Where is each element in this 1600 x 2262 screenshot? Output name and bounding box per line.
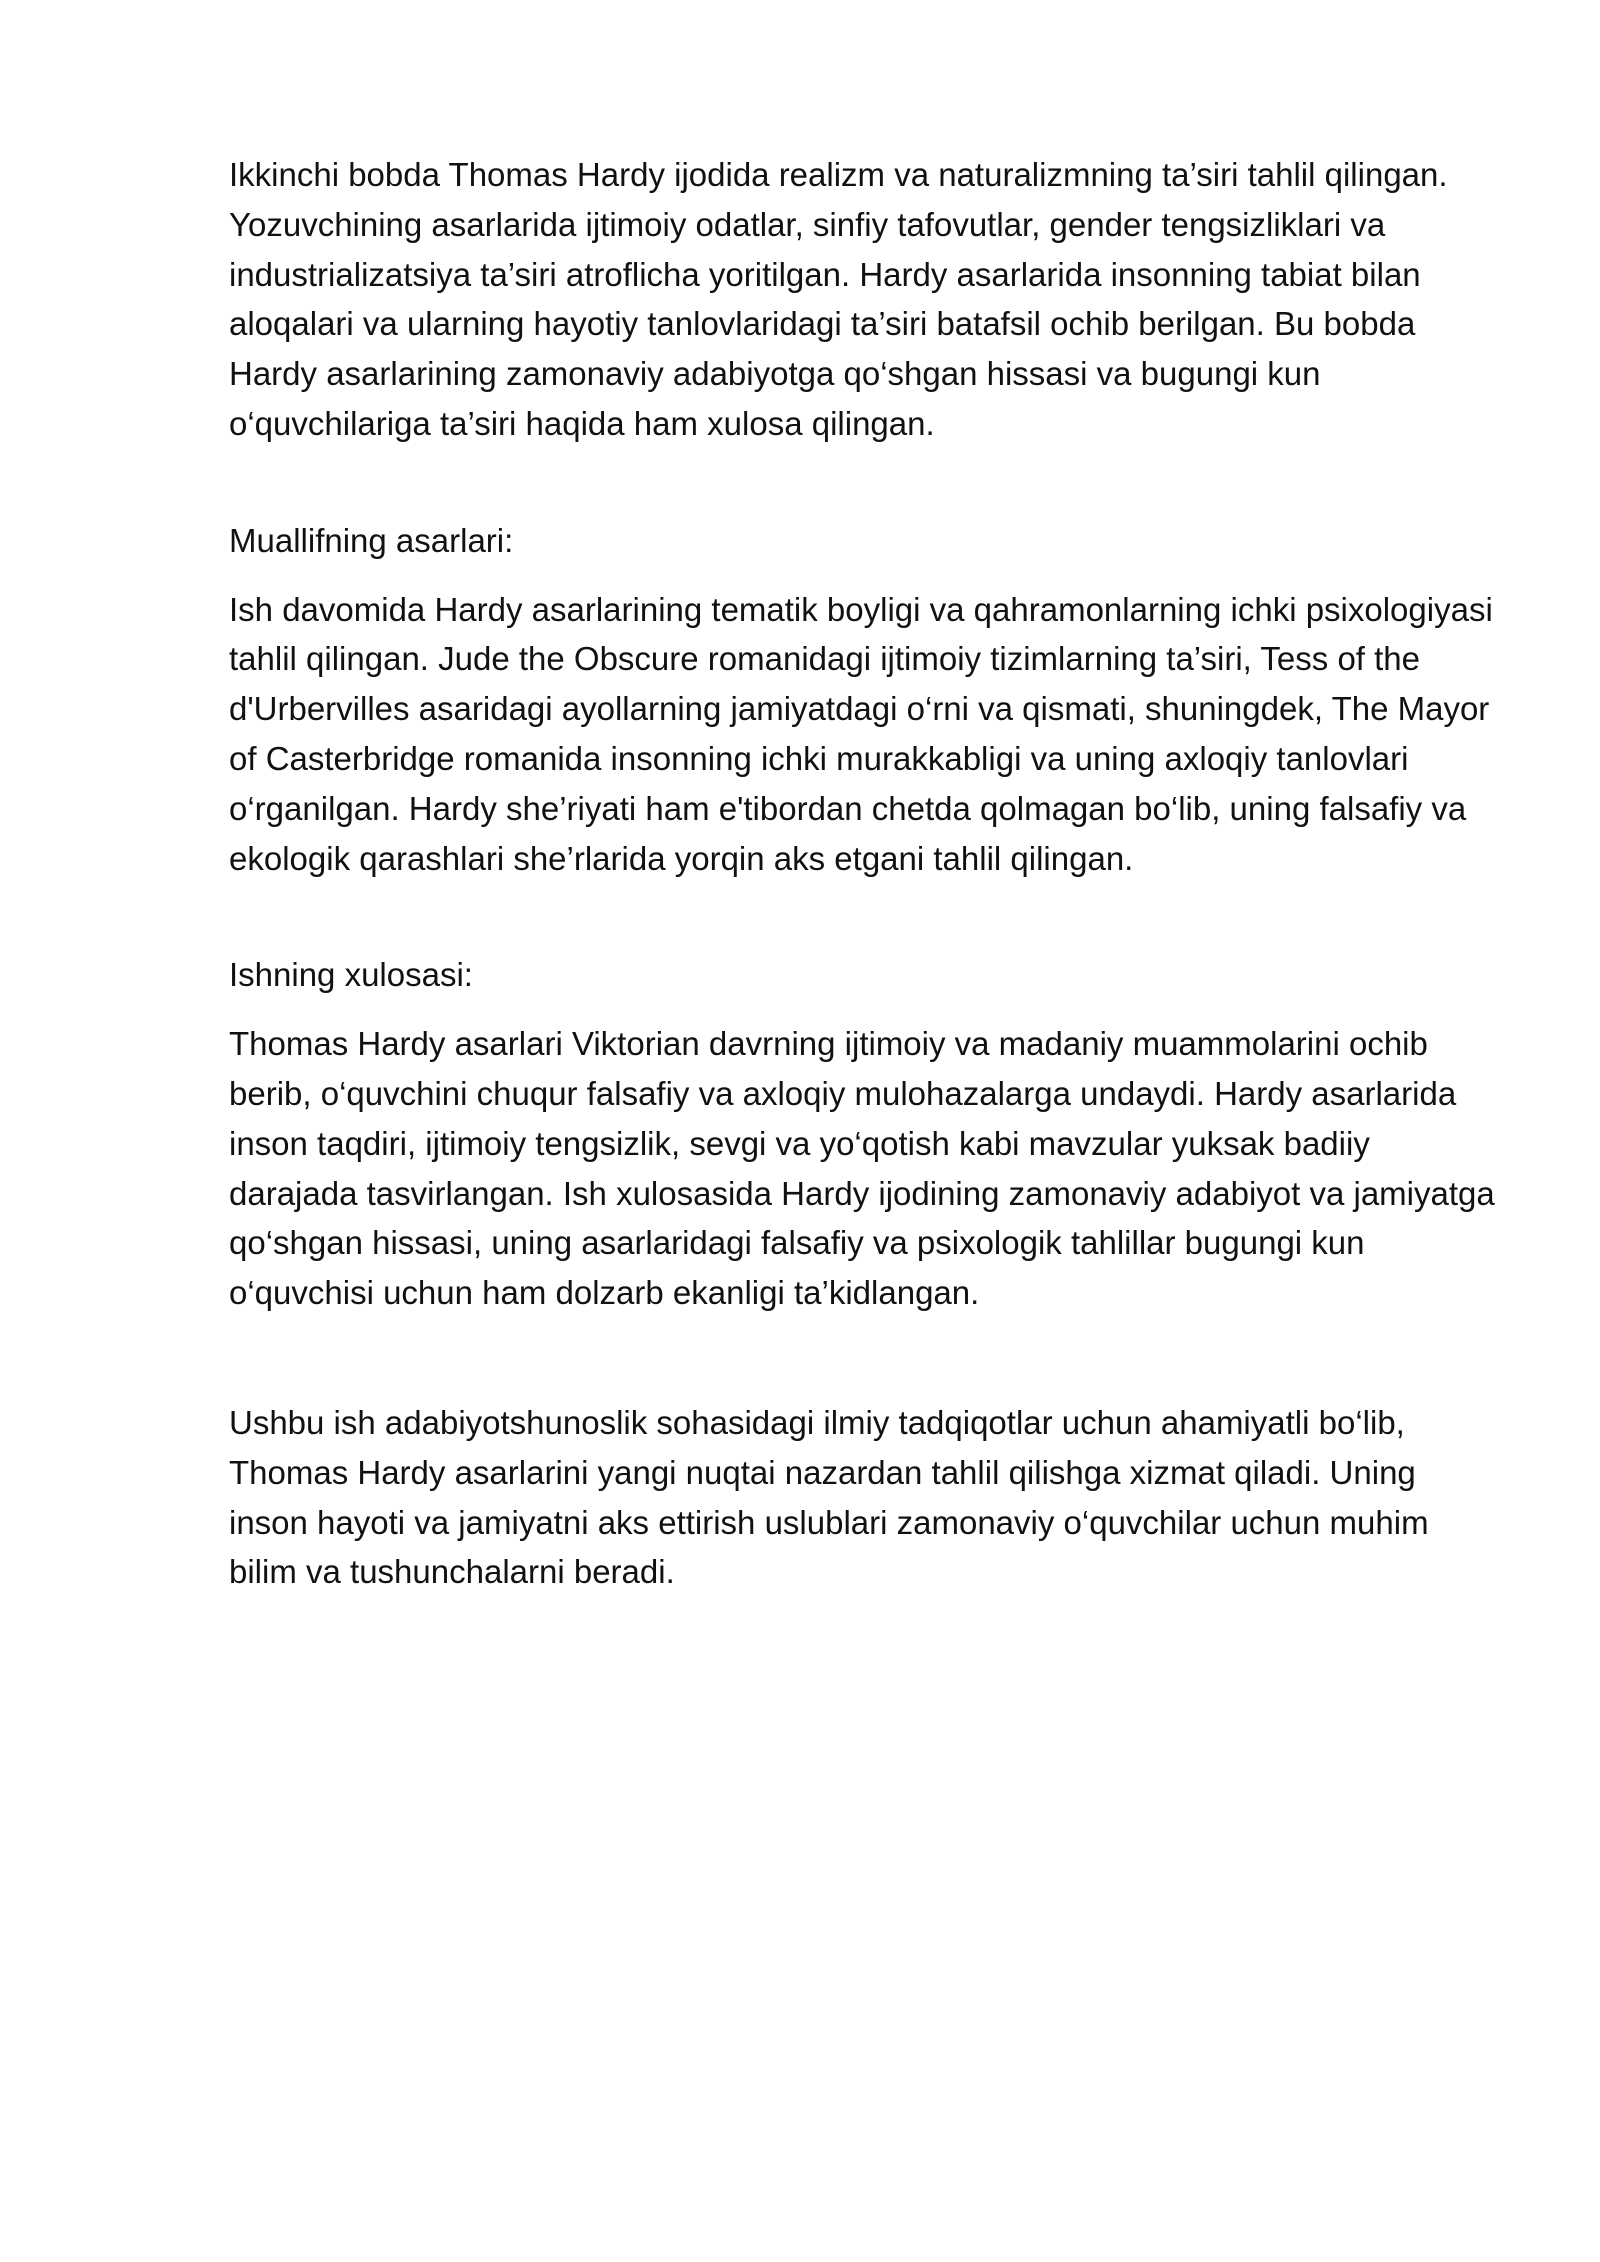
paragraph-significance: Ushbu ish adabiyotshunoslik sohasidagi ilmiy tadqiqotlar uchun ahamiyatli bo‘lib, Thomas Hardy asarlarini yangi nuqtai nazardan tahlil qilishga xizmat qiladi. Uning inson hayoti va jamiyatni aks ettirish uslublari zamonaviy o‘quvchilar uchun muhim bilim va tushunchalarni beradi. <box>229 1403 1429 1591</box>
spacer <box>229 449 1499 516</box>
paragraph-realism-naturalism: Ikkinchi bobda Thomas Hardy ijodida realizm va naturalizmning ta’siri tahlil qilingan. Yozuvchining asarlarida ijtimoiy odatlar, sinfiy tafovutlar, gender tengsizliklari va industrializatsiya ta’siri atroflicha yoritilgan. Hardy asarlarida insonning tabiat bilan aloqalari va ularning hayotiy tanlovlaridagi ta’siri batafsil ochib berilgan. Bu bobda Hardy asarlarining zamonaviy adabiyotga qo‘shgan hissasi va bugungi kun o‘quvchilariga ta’siri haqida ham xulosa qilingan. <box>229 156 1448 442</box>
heading-author-works: Muallifning asarlari: <box>229 521 514 559</box>
paragraph-works-analysis: Ish davomida Hardy asarlarining tematik boyligi va qahramonlarning ichki psixologiyasi tahlil qilingan. Jude the Obscure romanidagi ijtimoiy tizimlarning ta’siri, Tess of the d'Urbervilles asaridagi ayollarning jamiyatdagi o‘rni va qismati, shuningdek, The Mayor of Casterbridge romanida insonning ichki murakkabligi va uning axloqiy tanlovlari o‘rganilgan. Hardy she’riyati ham e'tibordan chetda qolmagan bo‘lib, uning falsafiy va ekologik qarashlari she’rlarida yorqin aks etgani tahlil qilingan. <box>229 590 1493 877</box>
spacer <box>229 1318 1499 1398</box>
spacer <box>229 1000 1499 1019</box>
heading-conclusion: Ishning xulosasi: <box>229 956 473 994</box>
spacer <box>229 566 1499 585</box>
document-body <box>229 150 1499 1597</box>
spacer <box>229 883 1499 950</box>
paragraph-conclusion: Thomas Hardy asarlari Viktorian davrning ijtimoiy va madaniy muammolarini ochib berib, o‘quvchini chuqur falsafiy va axloqiy mulohazalarga undaydi. Hardy asarlarida inson taqdiri, ijtimoiy tengsizlik, sevgi va yo‘qotish kabi mavzular yuksak badiiy darajada tasvirlangan. Ish xulosasida Hardy ijodining zamonaviy adabiyot va jamiyatga qo‘shgan hissasi, uning asarlaridagi falsafiy va psixologik tahlillar bugungi kun o‘quvchisi uchun ham dolzarb ekanligi ta’kidlangan. <box>229 1025 1495 1312</box>
